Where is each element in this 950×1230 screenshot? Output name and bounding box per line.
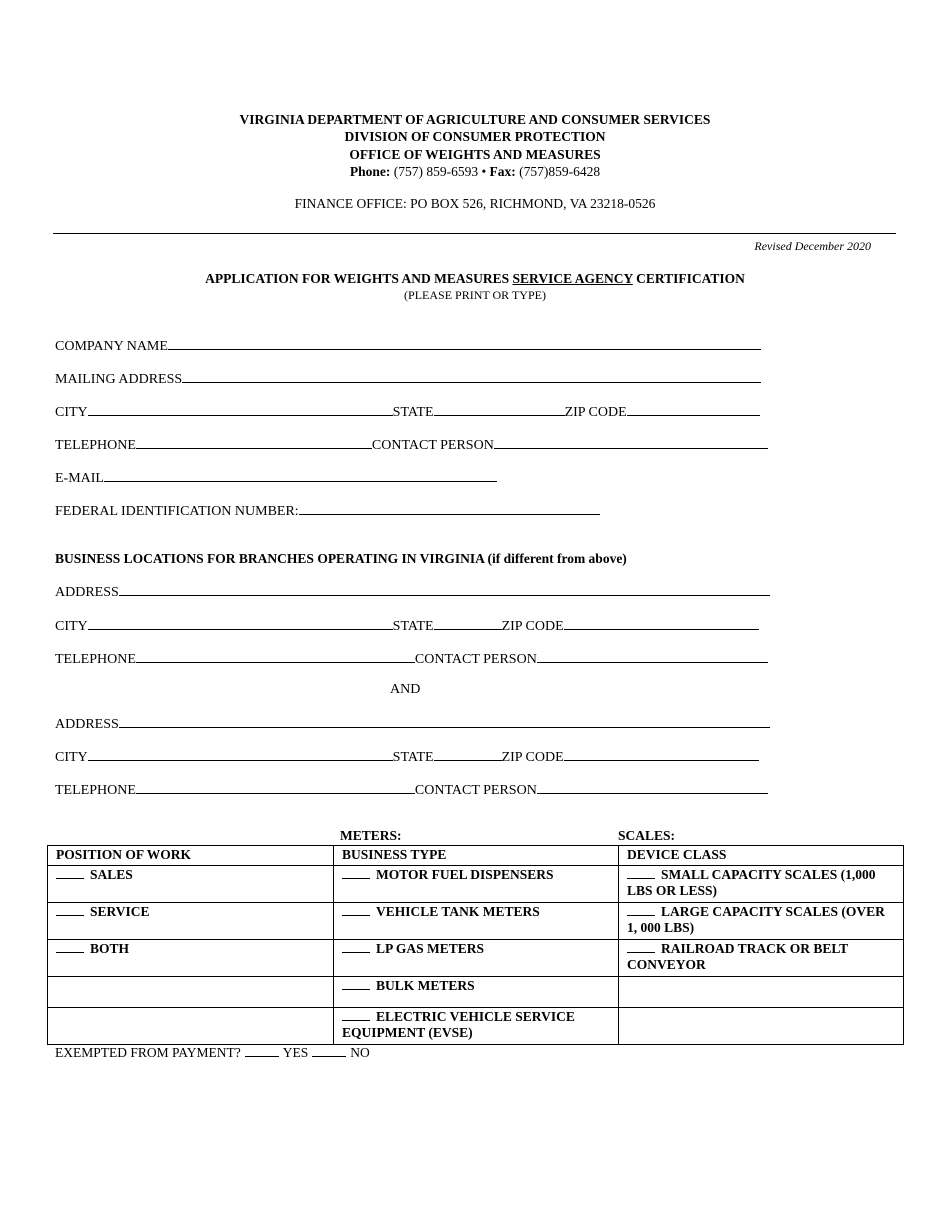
option-motor-fuel[interactable] bbox=[334, 866, 619, 903]
branch2-contact-field[interactable] bbox=[537, 781, 768, 794]
empty-cell bbox=[48, 1008, 334, 1045]
empty-cell bbox=[619, 1008, 904, 1045]
option-small-scales[interactable] bbox=[619, 866, 904, 903]
header-business-type: BUSINESS TYPE bbox=[334, 846, 619, 866]
email-label: E-MAIL bbox=[55, 471, 104, 486]
table-row bbox=[48, 977, 904, 1008]
office-name: OFFICE OF WEIGHTS AND MEASURES bbox=[349, 147, 601, 162]
branch1-zip-field[interactable] bbox=[564, 617, 759, 630]
branch1-telephone-row[interactable] bbox=[55, 650, 768, 668]
branch1-zip-label: ZIP CODE bbox=[501, 619, 564, 634]
lp-gas-checkline[interactable] bbox=[342, 941, 370, 953]
branch1-city-label: CITY bbox=[55, 619, 88, 634]
empty-cell bbox=[48, 977, 334, 1008]
title-part1: APPLICATION FOR WEIGHTS AND MEASURES bbox=[205, 271, 513, 286]
option-vehicle-tank[interactable] bbox=[334, 903, 619, 940]
evse-checkline[interactable] bbox=[342, 1009, 370, 1021]
branch2-zip-field[interactable] bbox=[564, 748, 759, 761]
meters-label: METERS: bbox=[340, 828, 402, 843]
both-checkline[interactable] bbox=[56, 941, 84, 953]
branch2-address-field[interactable] bbox=[119, 715, 770, 728]
option-lp-gas[interactable] bbox=[334, 940, 619, 977]
branch2-city-label: CITY bbox=[55, 750, 88, 765]
mailing-address-field[interactable] bbox=[182, 370, 761, 383]
option-service[interactable] bbox=[48, 903, 334, 940]
sales-label: SALES bbox=[90, 867, 133, 882]
revised-date: Revised December 2020 bbox=[754, 239, 871, 253]
bulk-meters-label: BULK METERS bbox=[376, 978, 475, 993]
branch1-contact-label: CONTACT PERSON bbox=[414, 652, 537, 667]
table-header-row bbox=[48, 846, 904, 866]
exempt-no-label: NO bbox=[350, 1045, 370, 1060]
evse-label: ELECTRIC VEHICLE SERVICE EQUIPMENT (EVSE) bbox=[342, 1009, 575, 1040]
zip-field[interactable] bbox=[627, 403, 760, 416]
table-row bbox=[48, 866, 904, 903]
branch1-address-field[interactable] bbox=[119, 583, 770, 596]
company-name-label: COMPANY NAME bbox=[55, 339, 168, 354]
fax-value: (757)859-6428 bbox=[515, 164, 601, 179]
option-sales[interactable] bbox=[48, 866, 334, 903]
large-scales-label: LARGE CAPACITY SCALES (OVER 1, 000 LBS) bbox=[627, 904, 885, 935]
header-divider bbox=[53, 233, 896, 234]
exempt-no-field[interactable] bbox=[312, 1045, 346, 1057]
option-large-scales[interactable] bbox=[619, 903, 904, 940]
header-device-class: DEVICE CLASS bbox=[619, 846, 904, 866]
branch1-state-label: STATE bbox=[392, 619, 434, 634]
motor-fuel-label: MOTOR FUEL DISPENSERS bbox=[376, 867, 554, 882]
branch2-zip-label: ZIP CODE bbox=[501, 750, 564, 765]
empty-cell bbox=[619, 977, 904, 1008]
branch2-telephone-field[interactable] bbox=[136, 781, 415, 794]
exempt-question: EXEMPTED FROM PAYMENT? bbox=[55, 1045, 241, 1060]
branch1-telephone-label: TELEPHONE bbox=[55, 652, 136, 667]
branch1-contact-field[interactable] bbox=[537, 650, 768, 663]
fax-label: Fax: bbox=[489, 164, 516, 179]
branch2-telephone-label: TELEPHONE bbox=[55, 783, 136, 798]
form-title bbox=[0, 271, 950, 287]
branch2-city-field[interactable] bbox=[88, 748, 393, 761]
option-bulk-meters[interactable] bbox=[334, 977, 619, 1008]
fein-label: FEDERAL IDENTIFICATION NUMBER: bbox=[55, 504, 299, 519]
company-name-field[interactable] bbox=[168, 337, 761, 350]
contact-person-label: CONTACT PERSON bbox=[371, 438, 494, 453]
phone-value: (757) 859-6593 • bbox=[390, 164, 490, 179]
motor-fuel-checkline[interactable] bbox=[342, 867, 370, 879]
mailing-address-row[interactable] bbox=[55, 370, 761, 388]
table-row bbox=[48, 940, 904, 977]
form-subtitle: (PLEASE PRINT OR TYPE) bbox=[404, 288, 546, 302]
fein-field[interactable] bbox=[299, 502, 600, 515]
branch2-state-field[interactable] bbox=[434, 748, 502, 761]
exempt-row bbox=[55, 1045, 370, 1061]
state-label: STATE bbox=[392, 405, 434, 420]
option-both[interactable] bbox=[48, 940, 334, 977]
telephone-field[interactable] bbox=[136, 436, 372, 449]
city-state-zip-row[interactable] bbox=[55, 403, 760, 421]
exempt-yes-label: YES bbox=[282, 1045, 309, 1060]
branch1-state-field[interactable] bbox=[434, 617, 502, 630]
company-name-row[interactable] bbox=[55, 337, 761, 355]
lp-gas-label: LP GAS METERS bbox=[376, 941, 485, 956]
large-scales-checkline[interactable] bbox=[627, 904, 655, 916]
fein-row[interactable] bbox=[55, 502, 600, 520]
branch1-address-row[interactable] bbox=[55, 583, 770, 601]
branch2-city-row[interactable] bbox=[55, 748, 759, 766]
branch1-address-label: ADDRESS bbox=[55, 585, 119, 600]
option-evse[interactable] bbox=[334, 1008, 619, 1045]
telephone-label: TELEPHONE bbox=[55, 438, 136, 453]
bulk-meters-checkline[interactable] bbox=[342, 978, 370, 990]
agency-name: VIRGINIA DEPARTMENT OF AGRICULTURE AND CONSUMER SERVICES bbox=[239, 112, 711, 127]
division-name: DIVISION OF CONSUMER PROTECTION bbox=[344, 129, 606, 144]
sales-checkline[interactable] bbox=[56, 867, 84, 879]
vehicle-tank-checkline[interactable] bbox=[342, 904, 370, 916]
title-underlined: SERVICE AGENCY bbox=[512, 271, 633, 286]
branch2-address-label: ADDRESS bbox=[55, 717, 119, 732]
small-scales-label: SMALL CAPACITY SCALES (1,000 LBS OR LESS) bbox=[627, 867, 876, 898]
state-field[interactable] bbox=[434, 403, 565, 416]
exempt-yes-field[interactable] bbox=[245, 1045, 279, 1057]
title-part2: CERTIFICATION bbox=[632, 271, 745, 286]
city-field[interactable] bbox=[88, 403, 393, 416]
city-label: CITY bbox=[55, 405, 88, 420]
and-separator: AND bbox=[390, 682, 421, 697]
branches-heading: BUSINESS LOCATIONS FOR BRANCHES OPERATING IN VIRGINIA (if different from above) bbox=[55, 551, 627, 566]
both-label: BOTH bbox=[90, 941, 130, 956]
railroad-checkline[interactable] bbox=[627, 941, 655, 953]
service-checkline[interactable] bbox=[56, 904, 84, 916]
work-type-table bbox=[47, 845, 904, 1045]
contact-numbers bbox=[0, 164, 950, 180]
mailing-address-label: MAILING ADDRESS bbox=[55, 372, 183, 387]
email-row[interactable] bbox=[55, 469, 497, 487]
email-field[interactable] bbox=[104, 469, 497, 482]
branch2-state-label: STATE bbox=[392, 750, 434, 765]
telephone-contact-row[interactable] bbox=[55, 436, 768, 454]
small-scales-checkline[interactable] bbox=[627, 867, 655, 879]
zip-label: ZIP CODE bbox=[564, 405, 627, 420]
railroad-label: RAILROAD TRACK OR BELT CONVEYOR bbox=[627, 941, 848, 972]
finance-office: FINANCE OFFICE: PO BOX 526, RICHMOND, VA 23218-0526 bbox=[294, 196, 656, 211]
header-position-of-work: POSITION OF WORK bbox=[48, 846, 334, 866]
table-row bbox=[48, 903, 904, 940]
scales-label: SCALES: bbox=[618, 828, 676, 843]
branch2-contact-label: CONTACT PERSON bbox=[414, 783, 537, 798]
option-railroad[interactable] bbox=[619, 940, 904, 977]
branch1-city-row[interactable] bbox=[55, 617, 759, 635]
phone-label: Phone: bbox=[349, 164, 391, 179]
table-row bbox=[48, 1008, 904, 1045]
vehicle-tank-label: VEHICLE TANK METERS bbox=[376, 904, 540, 919]
branch1-telephone-field[interactable] bbox=[136, 650, 415, 663]
service-label: SERVICE bbox=[90, 904, 150, 919]
branch1-city-field[interactable] bbox=[88, 617, 393, 630]
branch2-telephone-row[interactable] bbox=[55, 781, 768, 799]
contact-person-field[interactable] bbox=[494, 436, 768, 449]
branch2-address-row[interactable] bbox=[55, 715, 770, 733]
